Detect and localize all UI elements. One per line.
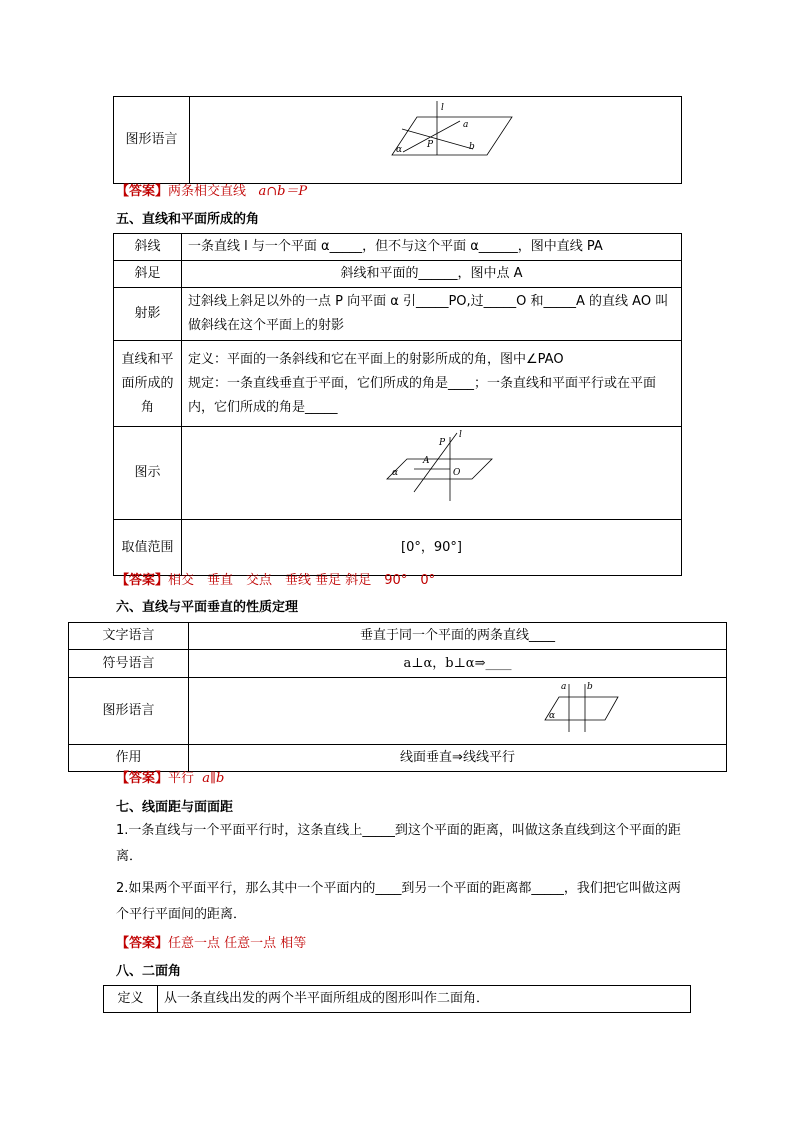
- row-label-diagram: 图示: [114, 427, 182, 520]
- intersecting-lines-table: [113, 96, 682, 184]
- row-text-angle: [182, 341, 682, 427]
- answer-6: [116, 767, 224, 786]
- answer-formula: a∥b: [202, 771, 225, 786]
- label-a: a: [561, 682, 567, 692]
- label-alpha: α: [392, 468, 399, 478]
- section-7-paragraph-2: 2.如果两个平面平行，那么其中一个平面内的____到另一个平面的距离都_____，我们把它叫做这两个平行平面间的距离．: [116, 881, 681, 922]
- row-text-range: [0°，90°]: [182, 520, 682, 576]
- label-A: A: [423, 456, 430, 466]
- row-label-text-language: 文字语言: [69, 623, 189, 650]
- label-l: l: [441, 103, 444, 113]
- line-plane-angle-table: [113, 233, 682, 576]
- label-b: b: [587, 682, 593, 692]
- row-text-function: 线面垂直⇒线线平行: [189, 745, 727, 772]
- answer-tag: 【答案】: [116, 184, 169, 199]
- row-label-foot: 斜足: [114, 261, 182, 288]
- answer-text: 任意一点 任意一点 相等: [168, 936, 307, 951]
- answer-text: 相交 垂直 交点 垂线 垂足 斜足 90° 0°: [168, 573, 436, 588]
- row-label-range: 取值范围: [114, 520, 182, 576]
- diagram-cell: [182, 427, 682, 520]
- row-label-function: 作用: [69, 745, 189, 772]
- label-a: a: [463, 120, 469, 130]
- row-label: 图形语言: [114, 97, 190, 184]
- section-6-title: 六、直线与平面垂直的性质定理: [116, 600, 299, 615]
- row-text-oblique-line: 一条直线 l 与一个平面 α_____，但不与这个平面 α______，图中直线 PA: [182, 234, 682, 261]
- answer-formula: a∩b＝P: [258, 184, 308, 199]
- answer-text: 两条相交直线: [168, 184, 247, 199]
- section-7-title: 七、线面距与面面距: [116, 800, 234, 815]
- answer-7: [116, 932, 306, 951]
- row-text-symbol-language: a⊥α，b⊥α⇒____: [189, 650, 727, 678]
- label-alpha: α: [396, 145, 403, 155]
- answer-tag: 【答案】: [116, 936, 169, 951]
- label-P: P: [439, 438, 446, 448]
- row-label-angle: 直线和平面所成的角: [114, 341, 182, 427]
- answer-text: 平行: [168, 771, 195, 786]
- answer-tag: 【答案】: [116, 771, 169, 786]
- row-label-symbol-language: 符号语言: [69, 650, 189, 678]
- row-text-foot: 斜线和平面的______，图中点 A: [182, 261, 682, 288]
- dihedral-angle-table: [103, 985, 691, 1013]
- parallel-perpendicular-figure: [189, 678, 727, 736]
- label-l: l: [459, 430, 462, 440]
- row-label-projection: 射影: [114, 288, 182, 341]
- row-label-definition: 定义: [104, 986, 158, 1013]
- row-label-figure-language: 图形语言: [69, 678, 189, 745]
- figure-cell: [189, 678, 727, 745]
- row-label-oblique-line: 斜线: [114, 234, 182, 261]
- answer-1: [116, 180, 307, 199]
- label-b: b: [469, 142, 475, 152]
- angle-definition: 定义：平面的一条斜线和它在平面上的射影所成的角，图中∠PAO: [188, 351, 564, 367]
- label-O: O: [453, 468, 461, 478]
- perpendicular-property-table: [68, 622, 727, 772]
- angle-rule: 规定：一条直线垂直于平面，它们所成的角是____；一条直线和平面平行或在平面内，它们所成的角是_____: [188, 375, 657, 415]
- section-8-title: 八、二面角: [116, 964, 182, 979]
- line-plane-angle-figure: [182, 427, 682, 511]
- figure-cell: [190, 97, 682, 184]
- section-5-title: 五、直线和平面所成的角: [116, 212, 260, 227]
- label-alpha: α: [549, 711, 556, 721]
- label-P: P: [427, 140, 434, 150]
- row-text-text-language: 垂直于同一个平面的两条直线____: [189, 623, 727, 650]
- row-text-definition: 从一条直线出发的两个半平面所组成的图形叫作二面角．: [158, 986, 691, 1013]
- answer-tag: 【答案】: [116, 573, 169, 588]
- intersecting-lines-figure: [190, 97, 682, 175]
- answer-5: [116, 569, 435, 588]
- row-text-projection: 过斜线上斜足以外的一点 P 向平面 α 引_____PO,过_____O 和_____A 的直线 AO 叫做斜线在这个平面上的射影: [182, 288, 682, 341]
- section-7-paragraph-1: 1.一条直线与一个平面平行时，这条直线上_____到这个平面的距离，叫做这条直线到这个平面的距离．: [116, 823, 681, 864]
